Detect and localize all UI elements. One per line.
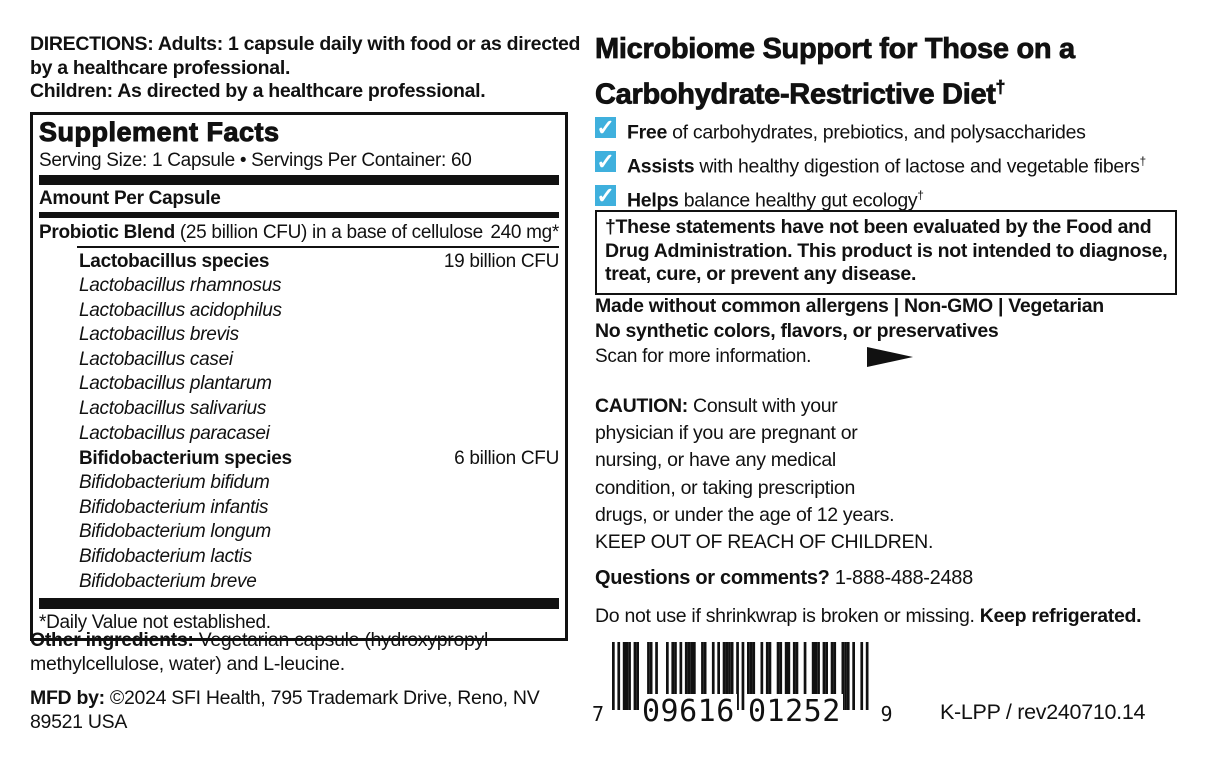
other-ingredients-text-line2: methylcellulose, water) and L-leucine. (30, 652, 345, 675)
fda-disclaimer-box (595, 210, 1177, 295)
disclaimer-line: †These statements have not been evaluated by the Food and (605, 216, 1152, 238)
other-ingredients-block (30, 629, 575, 676)
upc-barcode (592, 642, 893, 729)
species-item: Bifidobacterium lactis (79, 545, 252, 567)
group-amount: 19 billion CFU (440, 249, 559, 274)
disclaimer-line: treat, cure, or prevent any disease. (605, 263, 917, 285)
daily-value-footnote: *Daily Value not established. (39, 612, 271, 634)
mfd-label: MFD by: (30, 687, 105, 709)
benefit-text: Helps balance healthy gut ecology† (627, 189, 924, 212)
caution-line: condition, or taking prescription (595, 476, 855, 499)
divider-bar-thick (39, 175, 559, 185)
lactobacillus-species-list (39, 274, 559, 446)
shrinkwrap-note (595, 604, 1205, 628)
dagger-symbol: † (917, 189, 924, 202)
divider-bar-bottom (39, 598, 559, 609)
species-item: Lactobacillus acidophilus (79, 299, 282, 321)
directions-block (30, 33, 581, 104)
dagger-symbol: † (1139, 155, 1147, 168)
claims-block (595, 294, 1205, 369)
species-item: Lactobacillus rhamnosus (79, 275, 282, 296)
caution-line: physician if you are pregnant or (595, 422, 858, 445)
benefit-item (595, 116, 1205, 145)
allergen-claim-line: Made without common allergens | Non-GMO | Vegetarian (595, 295, 1104, 317)
barcode-right-digit: 9 (880, 702, 893, 726)
directions-line: DIRECTIONS: Adults: 1 capsule daily with food or as directed (30, 33, 581, 55)
benefit-item (595, 184, 1205, 213)
product-claim-heading (595, 30, 1195, 114)
heading-line2: Carbohydrate-Restrictive Diet† (595, 77, 1006, 111)
heading-line1: Microbiome Support for Those on a (595, 33, 1075, 65)
keep-refrigerated-text: Keep refrigerated. (979, 605, 1142, 627)
species-item: Lactobacillus casei (79, 348, 233, 370)
blend-amount: 240 mg* (486, 220, 559, 245)
caution-label: CAUTION: (595, 395, 688, 417)
benefit-item (595, 150, 1205, 179)
bifidobacterium-group-row (39, 446, 559, 471)
checkmark-icon: ✓ (596, 182, 615, 208)
checkmark-icon: ✓ (596, 114, 615, 140)
serving-size-line: Serving Size: 1 Capsule • Servings Per Container: 60 (39, 150, 472, 171)
disclaimer-line: Drug Administration. This product is not intended to diagnose, (605, 239, 1168, 262)
checkmark-icon: ✓ (596, 148, 615, 174)
phone-number: 1-888-488-2488 (829, 567, 973, 589)
directions-line: Children: As directed by a healthcare professional. (30, 80, 486, 102)
blend-name: Probiotic Blend (39, 222, 175, 243)
barcode-group1: 09616 (642, 694, 735, 729)
questions-line (595, 566, 1195, 590)
species-item: Bifidobacterium longum (79, 521, 271, 543)
caution-line: KEEP OUT OF REACH OF CHILDREN. (595, 531, 934, 554)
benefit-text: Free of carbohydrates, prebiotics, and polysaccharides (627, 121, 1086, 144)
other-ingredients-text: Vegetarian capsule (hydroxypropyl (193, 629, 489, 651)
caution-line: drugs, or under the age of 12 years. (595, 503, 895, 526)
shrinkwrap-text: Do not use if shrinkwrap is broken or missing. (595, 605, 980, 627)
species-item: Bifidobacterium infantis (79, 496, 269, 518)
species-item: Bifidobacterium bifidum (79, 472, 270, 494)
lactobacillus-group-row (39, 249, 559, 274)
group-amount: 6 billion CFU (450, 446, 559, 471)
caution-lines (595, 420, 955, 556)
species-item: Lactobacillus salivarius (79, 397, 267, 419)
scan-info-line: Scan for more information. (595, 345, 1205, 369)
species-item: Lactobacillus plantarum (79, 373, 272, 395)
caution-text: Consult with your (687, 395, 838, 417)
species-item: Lactobacillus paracasei (79, 422, 270, 444)
species-item: Lactobacillus brevis (79, 324, 239, 346)
divider-bar-medium (39, 212, 559, 218)
species-item: Bifidobacterium breve (79, 570, 257, 592)
supplement-facts-title: Supplement Facts (39, 117, 280, 147)
divider-rule-thin (77, 246, 559, 248)
questions-label: Questions or comments? (595, 567, 830, 589)
barcode-left-digit: 7 (592, 702, 605, 726)
group-name: Bifidobacterium species (79, 448, 292, 470)
amount-per-capsule-header: Amount Per Capsule (39, 188, 221, 209)
benefit-list (595, 116, 1205, 218)
group-name: Lactobacillus species (79, 251, 270, 272)
supplement-facts-panel (30, 112, 568, 641)
barcode-group2: 01252 (748, 694, 841, 729)
mfd-text-line2: 89521 USA (30, 710, 128, 733)
blend-desc: (25 billion CFU) in a base of cellulose (174, 222, 483, 243)
synthetic-claim-line: No synthetic colors, flavors, or preservatives (595, 319, 999, 342)
directions-line: by a healthcare professional. (30, 56, 291, 79)
caution-line: nursing, or have any medical (595, 449, 836, 472)
dagger-symbol: † (995, 77, 1006, 97)
probiotic-blend-row (39, 220, 559, 245)
other-ingredients-label: Other ingredients: (30, 629, 194, 651)
manufacturer-block (30, 687, 575, 734)
caution-block (595, 393, 955, 556)
revision-code: K-LPP / rev240710.14 (940, 700, 1146, 724)
mfd-text: ©2024 SFI Health, 795 Trademark Drive, Reno, NV (104, 687, 540, 709)
bifidobacterium-species-list (39, 471, 559, 594)
benefit-text: Assists with healthy digestion of lactose and vegetable fibers† (627, 155, 1147, 178)
right-arrow-icon (867, 347, 913, 367)
